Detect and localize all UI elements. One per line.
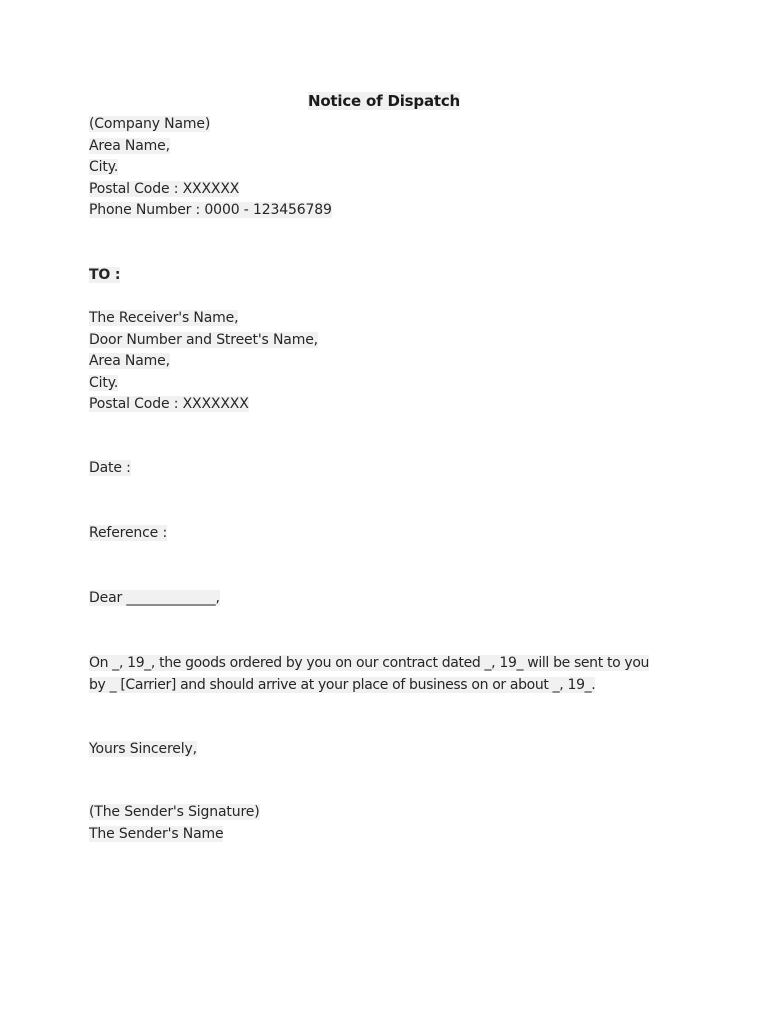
receiver-name-text: The Receiver's Name, bbox=[89, 310, 239, 326]
signature-text: (The Sender's Signature) bbox=[89, 804, 260, 820]
closing bbox=[89, 739, 197, 759]
receiver-area bbox=[89, 351, 170, 371]
receiver-city bbox=[89, 373, 118, 393]
sender-postal-label: Postal Code : bbox=[89, 181, 183, 197]
to-label bbox=[89, 265, 120, 285]
sender-postal-value: XXXXXX bbox=[182, 181, 240, 197]
document-title bbox=[0, 92, 768, 110]
body-line-2-text: by _ [Carrier] and should arrive at your place of business on or about _, 19_. bbox=[89, 677, 596, 693]
document-title-text: Notice of Dispatch bbox=[307, 92, 461, 110]
date-label: Date : bbox=[89, 460, 131, 476]
to-label-text: TO : bbox=[89, 267, 121, 283]
date-line bbox=[89, 458, 131, 478]
sender-city bbox=[89, 157, 118, 177]
receiver-area-text: Area Name, bbox=[89, 353, 170, 369]
receiver-street-text: Door Number and Street's Name, bbox=[89, 332, 318, 348]
salutation-text: Dear _____________, bbox=[89, 590, 220, 606]
receiver-postal-value: XXXXXXX bbox=[182, 396, 249, 412]
sender-city-text: City. bbox=[89, 159, 119, 175]
reference-line bbox=[89, 523, 167, 543]
body-line-1-text: On _, 19_, the goods ordered by you on our contract dated _, 19_ will be sent to you bbox=[89, 655, 650, 671]
sender-area-text: Area Name, bbox=[89, 138, 170, 154]
receiver-name bbox=[89, 308, 238, 328]
receiver-postal-label: Postal Code : bbox=[89, 396, 183, 412]
salutation bbox=[89, 588, 220, 608]
sender-phone bbox=[89, 200, 332, 220]
receiver-postal-code bbox=[89, 394, 249, 414]
sender-name-line bbox=[89, 824, 223, 844]
sender-area bbox=[89, 136, 170, 156]
sender-company bbox=[89, 114, 210, 134]
reference-label: Reference : bbox=[89, 525, 168, 541]
body-line-1 bbox=[89, 653, 649, 673]
body-line-2 bbox=[89, 675, 595, 695]
sender-phone-text: Phone Number : 0000 - 123456789 bbox=[89, 202, 332, 218]
sender-postal-code bbox=[89, 179, 239, 199]
receiver-city-text: City. bbox=[89, 375, 119, 391]
sender-name-text: The Sender's Name bbox=[89, 826, 224, 842]
closing-text: Yours Sincerely, bbox=[89, 741, 197, 757]
receiver-street bbox=[89, 330, 318, 350]
sender-company-text: (Company Name) bbox=[89, 116, 211, 132]
signature-line bbox=[89, 802, 260, 822]
